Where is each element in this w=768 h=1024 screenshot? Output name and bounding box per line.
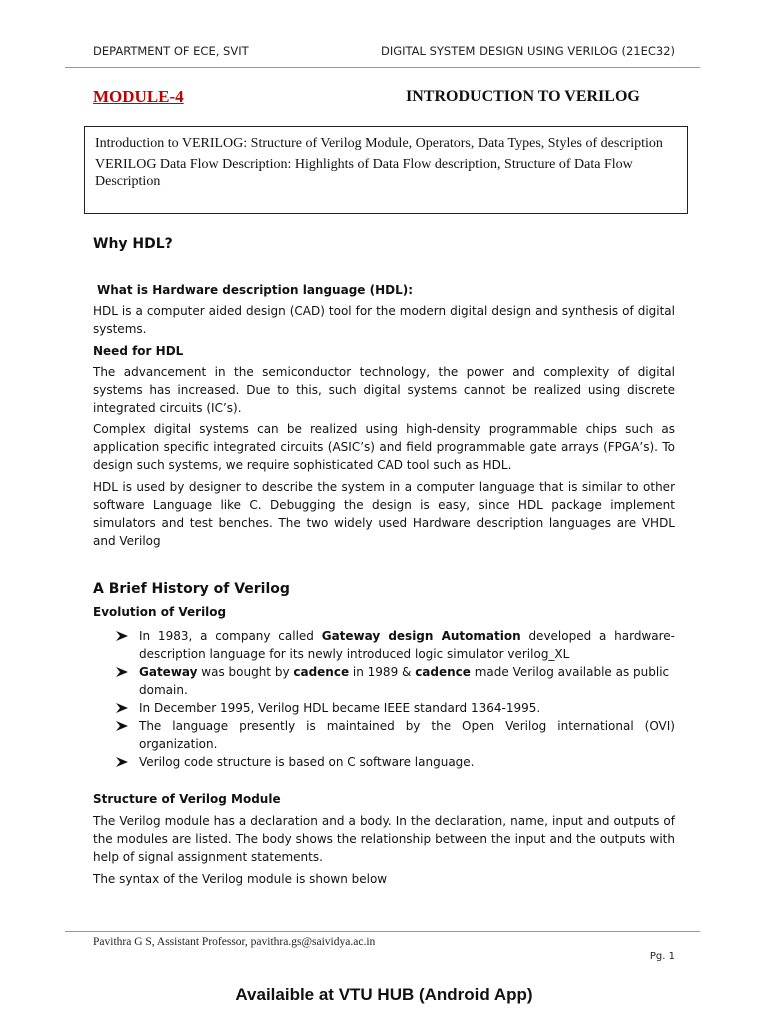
running-header xyxy=(93,44,675,62)
list-item-text: In December 1995, Verilog HDL became IEEE standard 1364-1995. xyxy=(139,701,541,715)
page-number: Pg. 1 xyxy=(649,951,675,962)
structure-heading: Structure of Verilog Module xyxy=(93,792,281,806)
arrow-bullet-icon xyxy=(116,753,130,771)
what-is-hdl-text: HDL is a computer aided design (CAD) tool for the modern digital design and synthesis of digital systems. xyxy=(93,304,675,336)
list-item-text: In 1983, a company called xyxy=(139,629,322,643)
footer-divider xyxy=(65,931,700,932)
need-para-3: HDL is used by designer to describe the system in a computer language that is similar to other software Language like C. Debugging the design is easy, since HDL package implement simulators and test benches. The two widely used Hardware description languages are VHDL and Verilog xyxy=(93,480,675,548)
company-name: cadence xyxy=(415,665,471,679)
list-item xyxy=(116,717,675,753)
list-item-text: developed a hardware-description language for its newly introduced logic simulator verilog_XL xyxy=(139,629,675,661)
evolution-list xyxy=(116,627,675,771)
list-item xyxy=(116,627,675,663)
history-heading: A Brief History of Verilog xyxy=(93,581,290,597)
promo-banner: Availaible at VTU HUB (Android App) xyxy=(235,985,533,1004)
company-name: Gateway xyxy=(139,665,198,679)
list-item xyxy=(116,663,675,699)
need-para-2: Complex digital systems can be realized using high-density programmable chips such as application specific integrated circuits (ASIC’s) and field programmable gate arrays (FPGA’s). To design such systems, we require sophisticated CAD tool such as HDL. xyxy=(93,422,675,472)
header-divider xyxy=(65,67,700,68)
arrow-bullet-icon xyxy=(116,699,130,717)
list-item-text: in 1989 & xyxy=(349,665,416,679)
header-course: DIGITAL SYSTEM DESIGN USING VERILOG (21EC32) xyxy=(380,44,675,58)
arrow-bullet-icon xyxy=(116,627,130,645)
syllabus-box xyxy=(84,126,688,214)
need-para-1: The advancement in the semiconductor technology, the power and complexity of digital systems has increased. Due to this, such digital systems cannot be realized using discrete integrated circuits (IC’s). xyxy=(93,365,675,415)
need-for-hdl-heading: Need for HDL xyxy=(93,344,184,358)
arrow-bullet-icon xyxy=(116,663,130,681)
module-title: MODULE-4 xyxy=(93,87,184,106)
arrow-bullet-icon xyxy=(116,717,130,735)
footer-author: Pavithra G S, Assistant Professor, pavithra.gs@saividya.ac.in xyxy=(93,936,376,948)
list-item xyxy=(116,699,675,717)
list-item-text: The language presently is maintained by the Open Verilog international (OVI) organization. xyxy=(139,719,675,751)
list-item xyxy=(116,753,675,771)
list-item-text: Verilog code structure is based on C software language. xyxy=(139,755,475,769)
evolution-heading: Evolution of Verilog xyxy=(93,605,227,619)
structure-para-1: The Verilog module has a declaration and a body. In the declaration, name, input and outputs of the modules are listed. The body shows the relationship between the input and the outputs with help of signal assignment statements. xyxy=(93,814,675,864)
why-hdl-heading: Why HDL? xyxy=(93,236,173,252)
header-department: DEPARTMENT OF ECE, SVIT xyxy=(93,44,249,58)
company-name: Gateway design Automation xyxy=(321,629,521,643)
list-item-text: was bought by xyxy=(197,665,294,679)
syllabus-line-2: VERILOG Data Flow Description: Highlights of Data Flow description, Structure of Data Flow Description xyxy=(95,156,633,189)
topic-title: INTRODUCTION TO VERILOG xyxy=(406,88,640,105)
what-is-hdl-heading: What is Hardware description language (HDL): xyxy=(97,283,414,297)
syllabus-line-1: Introduction to VERILOG: Structure of Verilog Module, Operators, Data Types, Styles of description xyxy=(95,136,663,151)
structure-para-2: The syntax of the Verilog module is shown below xyxy=(93,872,388,886)
company-name: cadence xyxy=(293,665,350,679)
list-item-text: made Verilog available as public domain. xyxy=(139,665,670,697)
